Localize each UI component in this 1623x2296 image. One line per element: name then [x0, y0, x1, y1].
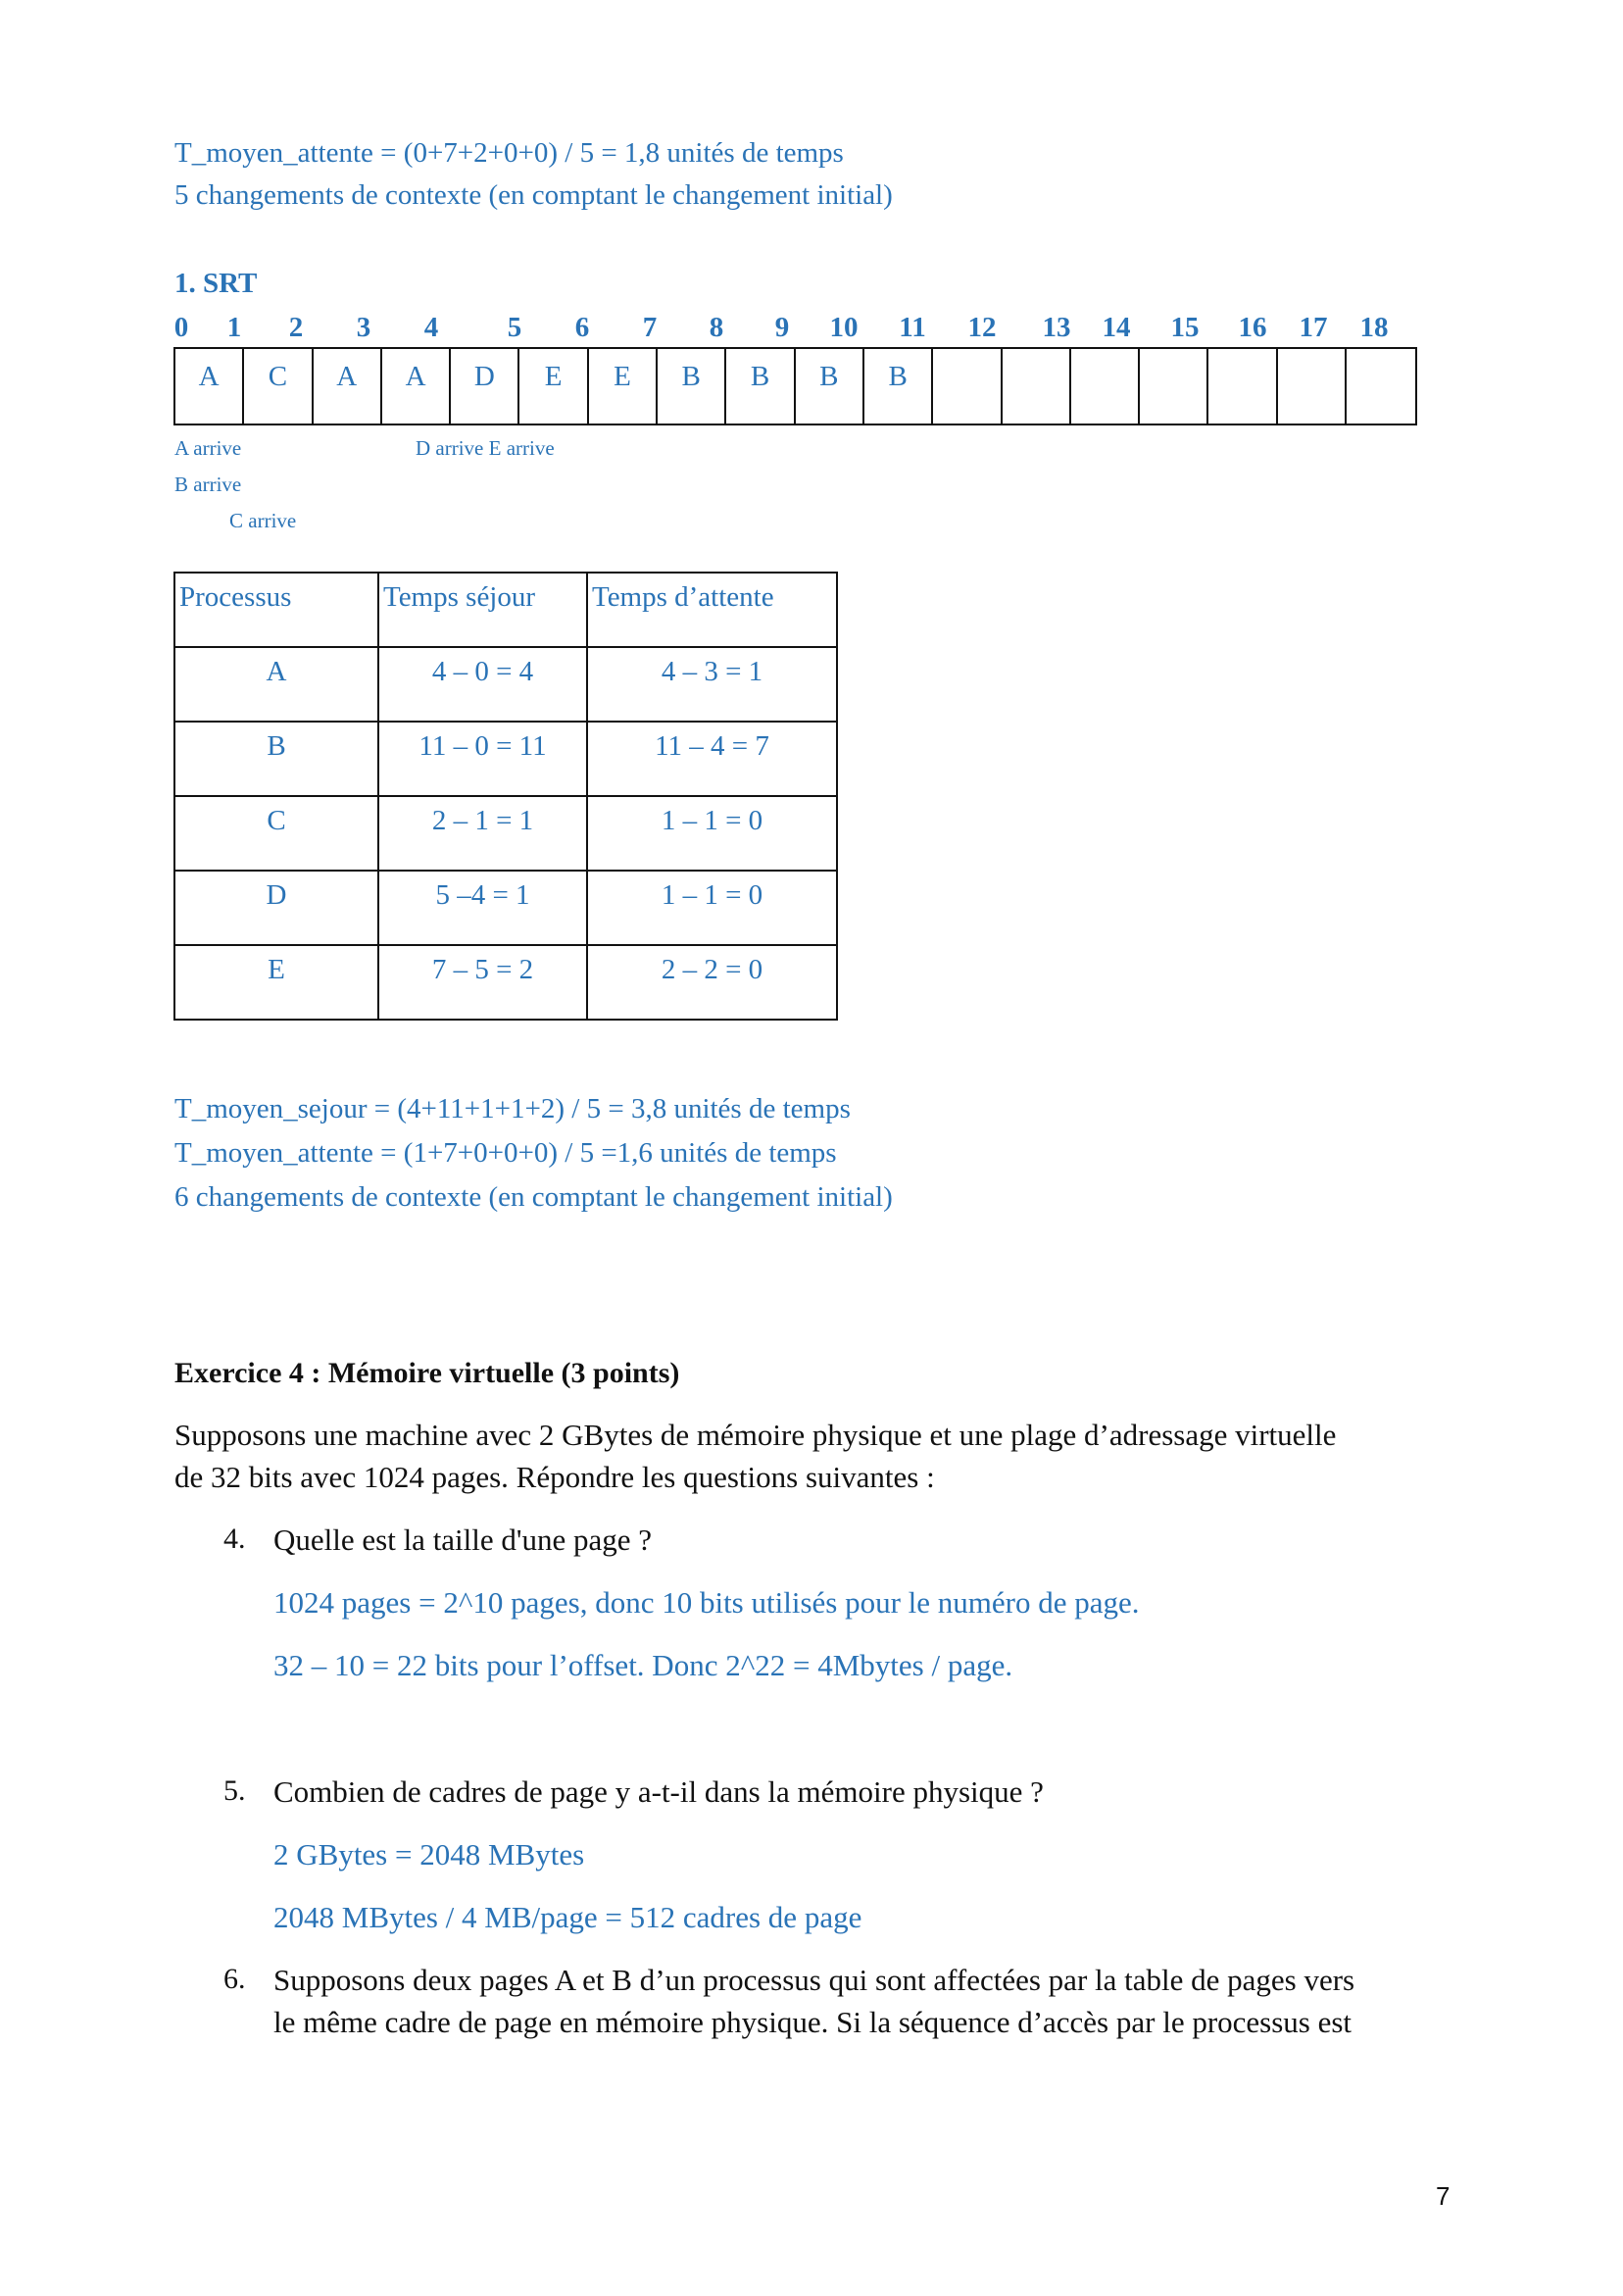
tick-3: 3	[356, 312, 371, 343]
question-5-answer-2: 2048 MBytes / 4 MB/page = 512 cadres de page	[273, 1900, 862, 1934]
gantt-cell	[933, 349, 1002, 424]
gantt-cell: B	[864, 349, 933, 424]
tick-14: 14	[1102, 312, 1131, 343]
cell-process: E	[174, 945, 378, 1020]
gantt-cell: C	[244, 349, 313, 424]
tick-10: 10	[829, 312, 859, 343]
table-row	[174, 871, 837, 945]
gantt-cell: B	[796, 349, 864, 424]
gantt-cell	[1071, 349, 1140, 424]
header-temps-sejour: Temps séjour	[378, 573, 587, 647]
question-4-text: Quelle est la taille d'une page ?	[273, 1522, 653, 1557]
cell-process: C	[174, 796, 378, 871]
exercise-4-heading: Exercice 4 : Mémoire virtuelle (3 points)	[174, 1357, 680, 1389]
gantt-time-axis	[172, 314, 1447, 343]
tick-13: 13	[1042, 312, 1071, 343]
cell-wait: 1 – 1 = 0	[587, 871, 837, 945]
tick-1: 1	[226, 312, 242, 343]
table-row	[174, 722, 837, 796]
cell-wait: 4 – 3 = 1	[587, 647, 837, 722]
tick-15: 15	[1170, 312, 1200, 343]
gantt-cell: A	[314, 349, 382, 424]
cell-stay: 4 – 0 = 4	[378, 647, 587, 722]
gantt-cell: A	[382, 349, 451, 424]
question-6-text-line-2: le même cadre de page en mémoire physique. Si la séquence d’accès par le processus est	[273, 2005, 1352, 2039]
table-row	[174, 796, 837, 871]
cell-process: B	[174, 722, 378, 796]
tick-9: 9	[774, 312, 790, 343]
gantt-cell: D	[451, 349, 519, 424]
table-row	[174, 945, 837, 1020]
exercise-4-intro-line-1: Supposons une machine avec 2 GBytes de mémoire physique et une plage d’adressage virtuelle	[174, 1418, 1337, 1452]
tick-2: 2	[288, 312, 304, 343]
tick-0: 0	[173, 312, 189, 343]
avg-wait-previous: T_moyen_attente = (0+7+2+0+0) / 5 = 1,8 unités de temps	[174, 137, 844, 169]
gantt-cell: B	[658, 349, 726, 424]
tick-12: 12	[967, 312, 997, 343]
cell-process: A	[174, 647, 378, 722]
gantt-cell	[1140, 349, 1208, 424]
gantt-cell: B	[726, 349, 795, 424]
header-processus: Processus	[174, 573, 378, 647]
question-5-number: 5.	[223, 1774, 246, 1807]
arrival-a-label: A arrive	[174, 436, 242, 460]
gantt-cell	[1208, 349, 1277, 424]
tick-16: 16	[1238, 312, 1267, 343]
tick-7: 7	[642, 312, 658, 343]
cell-wait: 2 – 2 = 0	[587, 945, 837, 1020]
tick-8: 8	[709, 312, 724, 343]
tick-17: 17	[1299, 312, 1328, 343]
question-5-text: Combien de cadres de page y a-t-il dans la mémoire physique ?	[273, 1774, 1044, 1809]
table-header-row	[174, 573, 837, 647]
question-5-answer-1: 2 GBytes = 2048 MBytes	[273, 1837, 585, 1872]
tick-18: 18	[1359, 312, 1389, 343]
page-number: 7	[1436, 2181, 1451, 2211]
exercise-4-intro-line-2: de 32 bits avec 1024 pages. Répondre les questions suivantes :	[174, 1460, 935, 1494]
cell-stay: 7 – 5 = 2	[378, 945, 587, 1020]
gantt-cell	[1003, 349, 1071, 424]
avg-stay-srt: T_moyen_sejour = (4+11+1+1+2) / 5 = 3,8 unités de temps	[174, 1093, 851, 1124]
gantt-cell: E	[519, 349, 588, 424]
arrival-b-label: B arrive	[174, 473, 242, 496]
tick-11: 11	[899, 312, 926, 343]
context-switches-previous: 5 changements de contexte (en comptant le changement initial)	[174, 179, 893, 211]
cell-stay: 5 –4 = 1	[378, 871, 587, 945]
gantt-cell: E	[589, 349, 658, 424]
context-switches-srt: 6 changements de contexte (en comptant le changement initial)	[174, 1181, 893, 1213]
tick-4: 4	[423, 312, 439, 343]
gantt-chart	[173, 347, 1417, 425]
arrival-d-e-label: D arrive E arrive	[416, 436, 555, 460]
cell-wait: 11 – 4 = 7	[587, 722, 837, 796]
arrival-c-label: C arrive	[229, 509, 297, 532]
cell-stay: 11 – 0 = 11	[378, 722, 587, 796]
gantt-cell: A	[175, 349, 244, 424]
question-4-answer-2: 32 – 10 = 22 bits pour l’offset. Donc 2^22 = 4Mbytes / page.	[273, 1648, 1013, 1682]
tick-5: 5	[507, 312, 522, 343]
cell-process: D	[174, 871, 378, 945]
cell-wait: 1 – 1 = 0	[587, 796, 837, 871]
question-6-text-line-1: Supposons deux pages A et B d’un processus qui sont affectées par la table de pages vers	[273, 1963, 1355, 1997]
gantt-cell	[1347, 349, 1415, 424]
question-6-number: 6.	[223, 1963, 246, 1995]
question-4-number: 4.	[223, 1522, 246, 1555]
question-4-answer-1: 1024 pages = 2^10 pages, donc 10 bits utilisés pour le numéro de page.	[273, 1585, 1140, 1620]
tick-6: 6	[574, 312, 590, 343]
header-temps-attente: Temps d’attente	[587, 573, 837, 647]
avg-wait-srt: T_moyen_attente = (1+7+0+0+0) / 5 =1,6 unités de temps	[174, 1137, 837, 1169]
cell-stay: 2 – 1 = 1	[378, 796, 587, 871]
process-times-table	[173, 572, 838, 1021]
srt-heading: 1. SRT	[174, 268, 258, 299]
gantt-cell	[1278, 349, 1347, 424]
table-row	[174, 647, 837, 722]
